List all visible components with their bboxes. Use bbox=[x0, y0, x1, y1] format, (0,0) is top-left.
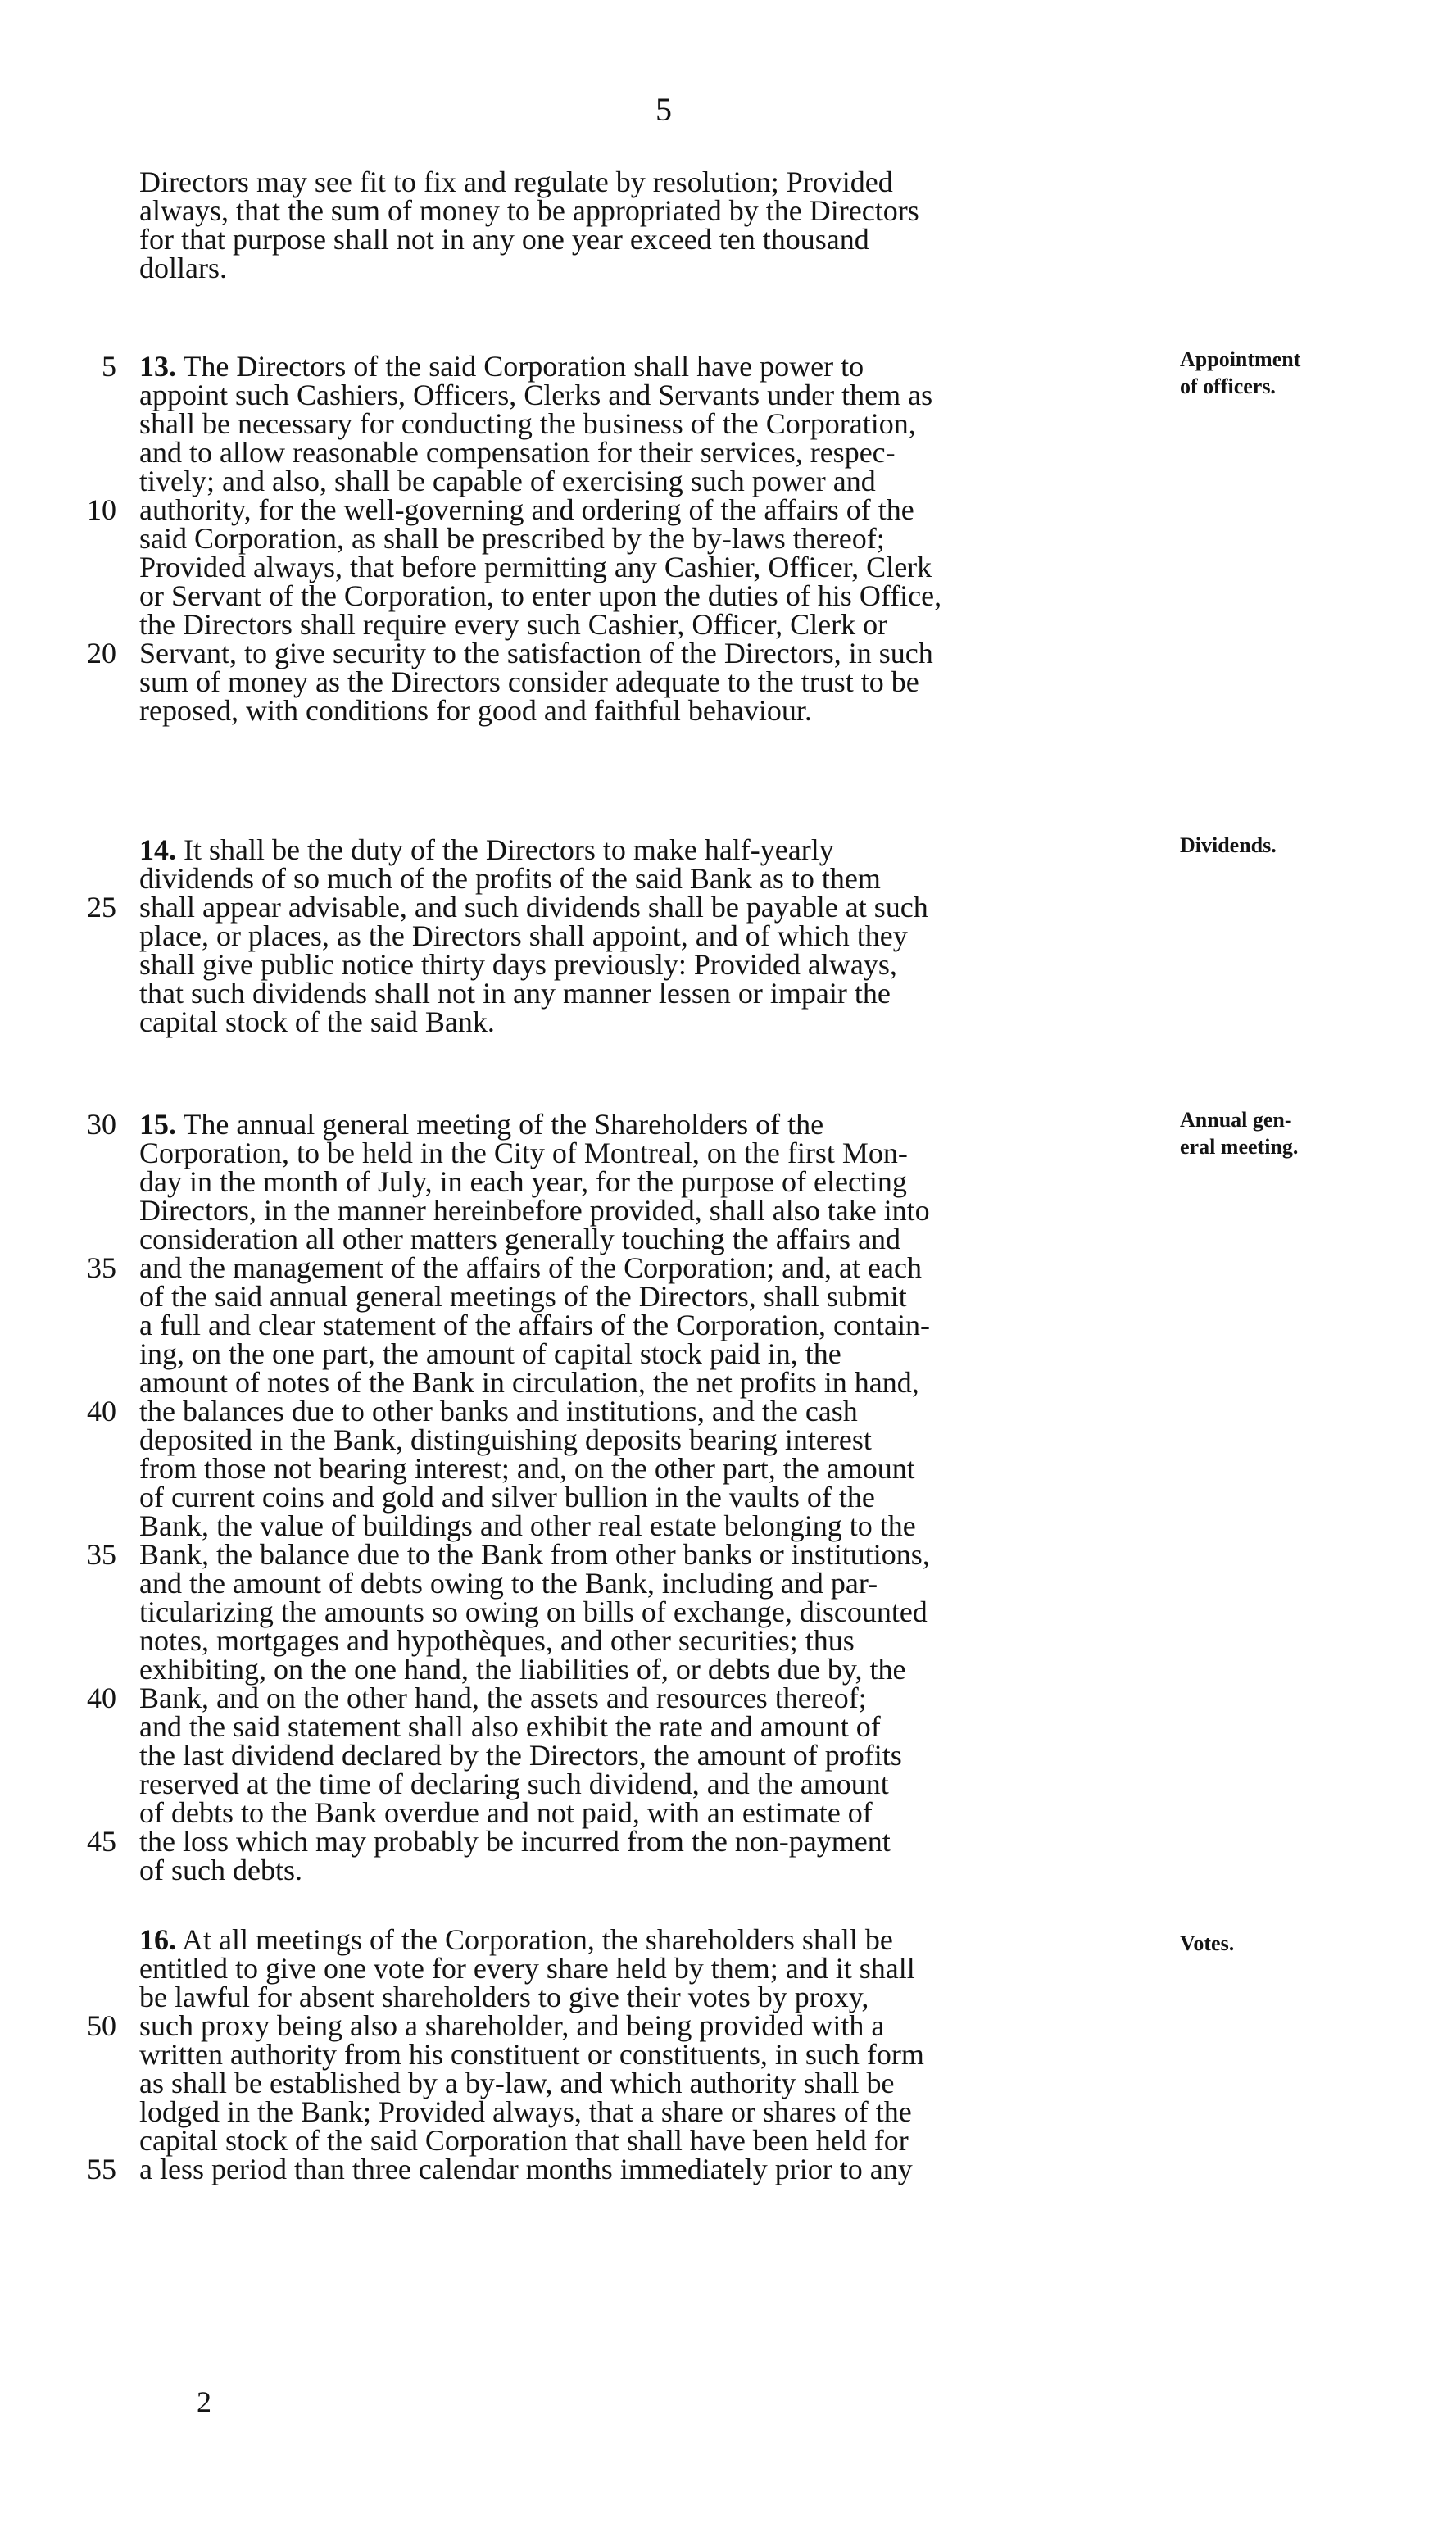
section-number: 13. bbox=[139, 350, 176, 383]
line-text: reserved at the time of declaring such dividend, and the amount bbox=[139, 1768, 889, 1800]
line-number: 55 bbox=[87, 2153, 116, 2185]
text-line bbox=[123, 665, 941, 698]
line-text: be lawful for absent shareholders to give their votes by proxy, bbox=[139, 1981, 869, 2013]
line-text: authority, for the well-governing and ordering of the affairs of the bbox=[139, 493, 914, 526]
line-text: Bank, and on the other hand, the assets and resources thereof; bbox=[139, 1681, 867, 1714]
line-text: for that purpose shall not in any one year exceed ten thousand bbox=[139, 223, 869, 256]
text-line bbox=[123, 1311, 930, 1340]
text-line bbox=[123, 862, 928, 895]
line-text: and the amount of debts owing to the Bank, including and par- bbox=[139, 1567, 878, 1600]
text-line bbox=[123, 168, 919, 197]
text-line bbox=[123, 438, 941, 467]
text-line bbox=[123, 919, 928, 952]
line-text: day in the month of July, in each year, for the purpose of electing bbox=[139, 1165, 907, 1198]
line-text: a full and clear statement of the affairs of the Corporation, contain- bbox=[139, 1309, 930, 1341]
line-text: of debts to the Bank overdue and not paid, with an estimate of bbox=[139, 1796, 873, 1829]
text-line bbox=[87, 1108, 930, 1141]
text-line bbox=[123, 1923, 924, 1956]
text-line bbox=[87, 2009, 924, 2042]
line-number: 5 bbox=[102, 350, 116, 383]
line-text: deposited in the Bank, distinguishing deposits bearing interest bbox=[139, 1423, 872, 1456]
section-number: 14. bbox=[139, 833, 176, 866]
text-line bbox=[123, 524, 941, 553]
line-text: of such debts. bbox=[139, 1854, 302, 1886]
text-line bbox=[87, 1825, 930, 1858]
line-text: place, or places, as the Directors shall appoint, and of which they bbox=[139, 919, 908, 952]
line-text: shall be necessary for conducting the business of the Corporation, bbox=[139, 407, 916, 440]
line-text: capital stock of the said Corporation that shall have been held for bbox=[139, 2124, 909, 2157]
line-text: and the said statement shall also exhibit the rate and amount of bbox=[139, 1710, 881, 1743]
margin-note-line: Annual gen- bbox=[1180, 1108, 1292, 1132]
text-line bbox=[123, 1225, 930, 1254]
paragraph-cont bbox=[123, 168, 919, 283]
text-line bbox=[123, 1483, 930, 1512]
text-line bbox=[87, 1395, 930, 1427]
line-text: The Directors of the said Corporation shall have power to bbox=[176, 350, 864, 383]
text-line bbox=[123, 1569, 930, 1598]
text-line bbox=[123, 1595, 930, 1628]
line-text: the balances due to other banks and institutions, and the cash bbox=[139, 1395, 858, 1427]
text-line bbox=[123, 1655, 930, 1684]
margin-note-line: eral meeting. bbox=[1180, 1135, 1299, 1159]
line-text: or Servant of the Corporation, to enter upon the duties of his Office, bbox=[139, 579, 942, 612]
line-text: amount of notes of the Bank in circulation, the net profits in hand, bbox=[139, 1366, 919, 1399]
line-text: At all meetings of the Corporation, the shareholders shall be bbox=[176, 1923, 893, 1956]
line-text: such proxy being also a shareholder, and being provided with a bbox=[139, 2009, 885, 2042]
line-text: the Directors shall require every such Cashier, Officer, Clerk or bbox=[139, 608, 888, 641]
text-line bbox=[123, 553, 941, 582]
line-text: Corporation, to be held in the City of Montreal, on the first Mon- bbox=[139, 1137, 908, 1169]
line-text: as shall be established by a by-law, and which authority shall be bbox=[139, 2067, 895, 2099]
text-line bbox=[123, 1856, 930, 1885]
line-text: the last dividend declared by the Directors, the amount of profits bbox=[139, 1739, 902, 1772]
line-text: dividends of so much of the profits of the said Bank as to them bbox=[139, 862, 881, 895]
margin-note-votes bbox=[1180, 1930, 1234, 1957]
text-line bbox=[123, 1741, 930, 1770]
line-text: and to allow reasonable compensation for their services, respec- bbox=[139, 436, 896, 469]
text-line bbox=[87, 891, 928, 924]
line-text: dollars. bbox=[139, 252, 227, 284]
line-number: 40 bbox=[87, 1681, 116, 1714]
text-line bbox=[87, 637, 941, 669]
text-line bbox=[123, 1196, 930, 1225]
line-text: tively; and also, shall be capable of exercising such power and bbox=[139, 465, 876, 497]
margin-note-annual bbox=[1180, 1106, 1298, 1160]
text-line bbox=[123, 467, 941, 496]
line-text: said Corporation, as shall be prescribed by the by-laws thereof; bbox=[139, 522, 885, 555]
margin-note-line: Dividends. bbox=[1180, 833, 1277, 857]
text-line bbox=[123, 833, 928, 866]
line-text: It shall be the duty of the Directors to make half-yearly bbox=[176, 833, 834, 866]
text-line bbox=[123, 1165, 930, 1198]
section-number: 15. bbox=[139, 1108, 176, 1141]
text-line bbox=[123, 1624, 930, 1657]
line-text: reposed, with conditions for good and faithful behaviour. bbox=[139, 694, 812, 727]
margin-note-line: Appointment bbox=[1180, 347, 1301, 371]
text-line bbox=[123, 979, 928, 1008]
text-line bbox=[123, 1423, 930, 1456]
text-line bbox=[87, 2153, 924, 2185]
text-line bbox=[123, 1954, 924, 1983]
line-text: shall appear advisable, and such dividends shall be payable at such bbox=[139, 891, 928, 924]
line-text: of current coins and gold and silver bullion in the vaults of the bbox=[139, 1481, 875, 1514]
text-line bbox=[123, 1139, 930, 1168]
line-text: Provided always, that before permitting any Cashier, Officer, Clerk bbox=[139, 551, 932, 583]
line-text: Directors, in the manner hereinbefore provided, shall also take into bbox=[139, 1194, 930, 1227]
line-text: Bank, the balance due to the Bank from other banks or institutions, bbox=[139, 1538, 930, 1571]
text-line bbox=[123, 2126, 924, 2155]
line-text: Bank, the value of buildings and other real estate belonging to the bbox=[139, 1509, 916, 1542]
text-line bbox=[123, 1796, 930, 1829]
text-line bbox=[123, 1337, 930, 1370]
text-line bbox=[123, 1368, 930, 1397]
line-text: the loss which may probably be incurred from the non-payment bbox=[139, 1825, 891, 1858]
line-text: always, that the sum of money to be appropriated by the Directors bbox=[139, 194, 919, 227]
line-number: 25 bbox=[87, 891, 116, 924]
line-text: written authority from his constituent or constituents, in such form bbox=[139, 2038, 924, 2071]
line-text: ticularizing the amounts so owing on bills of exchange, discounted bbox=[139, 1595, 928, 1628]
text-line bbox=[123, 1983, 924, 2012]
text-line bbox=[123, 2040, 924, 2069]
line-text: lodged in the Bank; Provided always, that a share or shares of the bbox=[139, 2095, 912, 2128]
line-text: capital stock of the said Bank. bbox=[139, 1005, 495, 1038]
line-number: 45 bbox=[87, 1825, 116, 1858]
line-text: sum of money as the Directors consider adequate to the trust to be bbox=[139, 665, 919, 698]
line-text: entitled to give one vote for every share held by them; and it shall bbox=[139, 1952, 915, 1985]
line-text: The annual general meeting of the Shareholders of the bbox=[176, 1108, 824, 1141]
text-line bbox=[123, 579, 942, 612]
text-line bbox=[123, 381, 941, 410]
text-line bbox=[123, 1005, 928, 1038]
line-text: appoint such Cashiers, Officers, Clerks and Servants under them as bbox=[139, 379, 933, 411]
text-line bbox=[87, 1251, 930, 1284]
text-line bbox=[123, 1282, 930, 1311]
paragraph-s14 bbox=[87, 833, 928, 1038]
line-number: 10 bbox=[87, 493, 116, 526]
margin-note-line: Votes. bbox=[1180, 1931, 1235, 1955]
line-number: 35 bbox=[87, 1251, 116, 1284]
line-text: consideration all other matters generally touching the affairs and bbox=[139, 1223, 901, 1255]
text-line bbox=[123, 407, 941, 440]
text-line bbox=[87, 493, 941, 526]
line-text: Servant, to give security to the satisfaction of the Directors, in such bbox=[139, 637, 933, 669]
margin-note-dividends bbox=[1180, 832, 1277, 859]
line-number: 20 bbox=[87, 637, 116, 669]
margin-note-appointment bbox=[1180, 346, 1300, 400]
line-number: 50 bbox=[87, 2009, 116, 2042]
line-text: shall give public notice thirty days previously: Provided always, bbox=[139, 948, 897, 981]
line-number: 40 bbox=[87, 1395, 116, 1427]
text-line bbox=[123, 610, 941, 639]
text-line bbox=[123, 2069, 924, 2098]
text-line bbox=[123, 1770, 930, 1799]
line-text: of the said annual general meetings of the Directors, shall submit bbox=[139, 1280, 907, 1313]
text-line bbox=[102, 350, 941, 383]
line-text: from those not bearing interest; and, on the other part, the amount bbox=[139, 1452, 915, 1485]
text-line bbox=[123, 194, 919, 227]
section-number: 16. bbox=[139, 1923, 176, 1956]
line-text: a less period than three calendar months immediately prior to any bbox=[139, 2153, 913, 2185]
text-line bbox=[123, 1452, 930, 1485]
line-text: notes, mortgages and hypothèques, and other securities; thus bbox=[139, 1624, 855, 1657]
text-line bbox=[123, 1710, 930, 1743]
line-text: exhibiting, on the one hand, the liabilities of, or debts due by, the bbox=[139, 1653, 906, 1686]
signature-mark: 2 bbox=[197, 2385, 211, 2418]
paragraph-s16 bbox=[87, 1923, 924, 2185]
text-line bbox=[123, 2095, 924, 2128]
line-number: 30 bbox=[87, 1108, 116, 1141]
paragraph-s13 bbox=[87, 350, 942, 727]
text-line bbox=[87, 1681, 930, 1714]
text-line bbox=[87, 1538, 930, 1571]
line-text: Directors may see fit to fix and regulate by resolution; Provided bbox=[139, 166, 893, 198]
line-number: 35 bbox=[87, 1538, 116, 1571]
paragraph-s15 bbox=[87, 1108, 930, 1886]
line-text: and the management of the affairs of the Corporation; and, at each bbox=[139, 1251, 922, 1284]
text-line bbox=[123, 225, 919, 254]
text-line bbox=[123, 254, 919, 283]
text-line bbox=[123, 948, 928, 981]
line-text: that such dividends shall not in any manner lessen or impair the bbox=[139, 977, 891, 1010]
line-text: ing, on the one part, the amount of capital stock paid in, the bbox=[139, 1337, 841, 1370]
margin-note-line: of officers. bbox=[1180, 374, 1276, 398]
page-number: 5 bbox=[655, 91, 672, 128]
text-line bbox=[123, 1509, 930, 1542]
text-line bbox=[123, 694, 941, 727]
